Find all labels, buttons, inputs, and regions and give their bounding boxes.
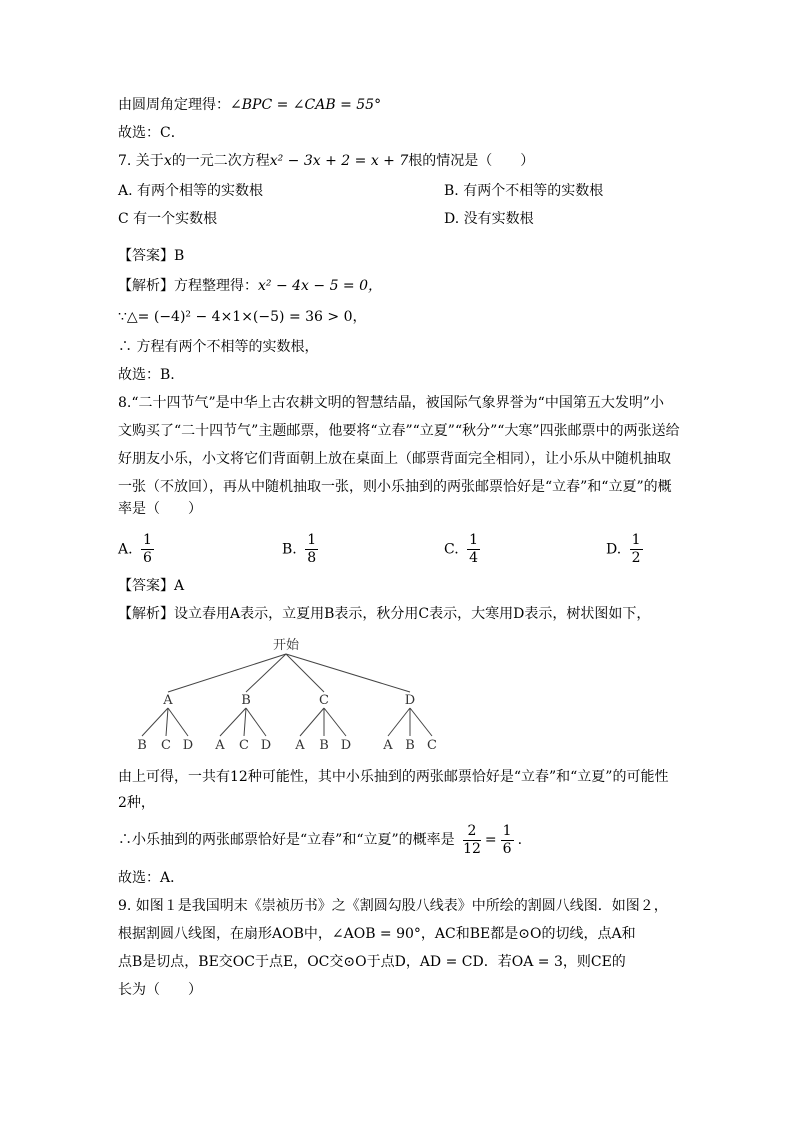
edge-a-3 [168,708,188,736]
edge-d-1 [388,708,410,736]
q8-result-line-1: 由上可得，一共有12种可能性，其中小乐抽到的两张邮票恰好是“立春”和“立夏”的可能性 [118,769,669,785]
tree-node-a: A [163,693,173,708]
q7-option-c: C 有一个实数根 [118,211,218,227]
tree-node-b: B [241,693,251,708]
q8-option-c-label: C. [444,541,459,558]
q7-discriminant: ∵△= (−4)² − 4×1×(−5) = 36 > 0， [118,309,367,325]
tree-leaf: B [405,738,415,753]
q7-choice: 故选：B. [118,367,175,383]
q8-stem-line-3: 好朋友小乐，小文将它们背面朝上放在桌面上（邮票背面完全相同），让小乐从中随机抽取 [118,451,671,467]
q8-stem-line-2: 文购买了“二十四节气”主题邮票，他要将“立春”“立夏”“秋分”“大寒”四张邮票中的两张送给 [118,423,680,439]
q7-answer: 【答案】B [118,248,185,264]
q7-analysis-eq: x² − 4x − 5 = 0， [258,278,383,294]
tree-leaf: A [383,738,393,753]
q8-option-a-num: 1 [143,532,152,548]
tree-root: 开始 [272,638,300,653]
tree-leaf: C [161,738,171,753]
tree-leaf: D [260,738,272,753]
q8-prob-num-1: 2 [463,823,481,841]
q9-line-3: 点B是切点，BE交OC于点E，OC交⊙O于点D，AD = CD．若OA = 3，则CE的 [118,954,626,970]
q9-line-1: 9. 如图１是我国明末《崇祯历书》之《割圆勾股八线表》中所绘的割圆八线图．如图２， [118,898,668,914]
prev-solution-choice: 故选：C． [118,125,185,141]
tree-node-c: C [319,693,329,708]
q7-analysis-label: 【解析】方程整理得： [118,278,258,294]
q8-prob-den-1: 12 [463,840,481,857]
q8-stem-line-1: 8.“二十四节气”是中华上古农耕文明的智慧结晶，被国际气象界誉为“中国第五大发明”小 [118,395,664,411]
q8-option-d-fraction [630,532,643,567]
tree-leaf: A [295,738,305,753]
q8-option-d [606,532,647,567]
tree-node-d: D [404,693,416,708]
edge-b-2 [244,708,246,736]
edge-a-1 [142,708,168,736]
q8-prob-den-2: 6 [502,840,512,857]
prev-solution-line [118,96,381,114]
tree-leaf: B [319,738,329,753]
tree-leaf: D [340,738,352,753]
q8-option-a [118,532,158,567]
q8-option-b-label: B. [282,541,297,558]
edge-c-3 [324,708,346,736]
q8-option-a-den: 6 [143,550,152,566]
q8-option-b [282,532,322,567]
q8-tree-diagram [120,632,460,756]
q8-option-c [444,532,484,567]
tree-leaf: A [215,738,225,753]
edge-d-3 [410,708,432,736]
q8-option-b-num: 1 [307,532,317,548]
q8-answer: 【答案】A [118,578,185,594]
q8-probability: ∴小乐抽到的两张邮票恰好是“立春”和“立夏”的概率是 $\frac{2}{12}$ = $\frac{1}{6}$ . [118,822,523,857]
q8-option-c-num: 1 [469,532,479,548]
q8-option-b-fraction [305,532,318,567]
q8-prob-fraction-2 [501,823,514,858]
edge-b-3 [246,708,266,736]
q7-option-d: D. 没有实数根 [444,211,534,227]
tree-edges [142,654,432,736]
q8-analysis: 【解析】设立春用A表示，立夏用B表示，秋分用C表示，大寒用D表示，树状图如下， [118,606,651,622]
tree-leaf: C [239,738,249,753]
q7-option-b: B. 有两个不相等的实数根 [444,183,604,199]
tree-leaf: C [427,738,437,753]
q8-result-line-2: 2种， [118,795,155,811]
q7-stem-b: 的一元二次方程 [171,153,270,169]
q8-option-c-fraction [467,532,480,567]
q7-var: x [163,153,172,169]
prev-solution-text: 由圆周角定理得： [118,97,230,113]
q8-prob-fraction-1 [463,823,481,858]
q8-option-d-num: 1 [631,532,641,548]
tree-leaf: D [182,738,194,753]
q8-stem-line-4: 一张（不放回），再从中随机抽取一张，则小乐抽到的两张邮票恰好是“立春”和“立夏”的概 [118,479,672,495]
q8-option-a-fraction [141,532,154,567]
q7-analysis [118,277,382,295]
q7-stem [118,152,534,170]
q7-stem-a: 7. 关于 [118,153,164,169]
q8-option-c-den: 4 [469,550,479,566]
edge-c-1 [300,708,324,736]
q8-prob-num-2: 1 [502,822,512,839]
q7-option-a: A. 有两个相等的实数根 [118,183,264,199]
edge-root-b [246,654,286,692]
tree-leaf: B [137,738,147,753]
q9-line-4: 长为（ ） [118,982,202,998]
q8-option-d-label: D. [606,541,622,558]
edge-root-a [168,654,286,692]
q9-line-2: 根据割圆八线图，在扇形AOB中，∠AOB = 90°，AC和BE都是⊙O的切线，点A和 [118,926,636,942]
q8-option-a-label: A. [118,541,133,558]
prev-solution-formula: ∠BPC = ∠CAB = 55° [230,97,382,113]
q7-conclusion: ∴ 方程有两个不相等的实数根， [118,339,319,355]
q8-option-d-den: 2 [631,550,641,566]
q8-stem-line-5: 率是（ ） [118,501,202,517]
q8-option-b-den: 8 [307,550,317,566]
q7-stem-c: 根的情况是（ ） [408,153,535,169]
q8-probability-text: ∴小乐抽到的两张邮票恰好是“立春”和“立夏”的概率是 [118,832,455,848]
edge-b-1 [220,708,246,736]
edge-a-2 [166,708,168,736]
q8-choice: 故选：A． [118,870,185,886]
q7-equation: x² − 3x + 2 = x + 7 [269,153,409,169]
